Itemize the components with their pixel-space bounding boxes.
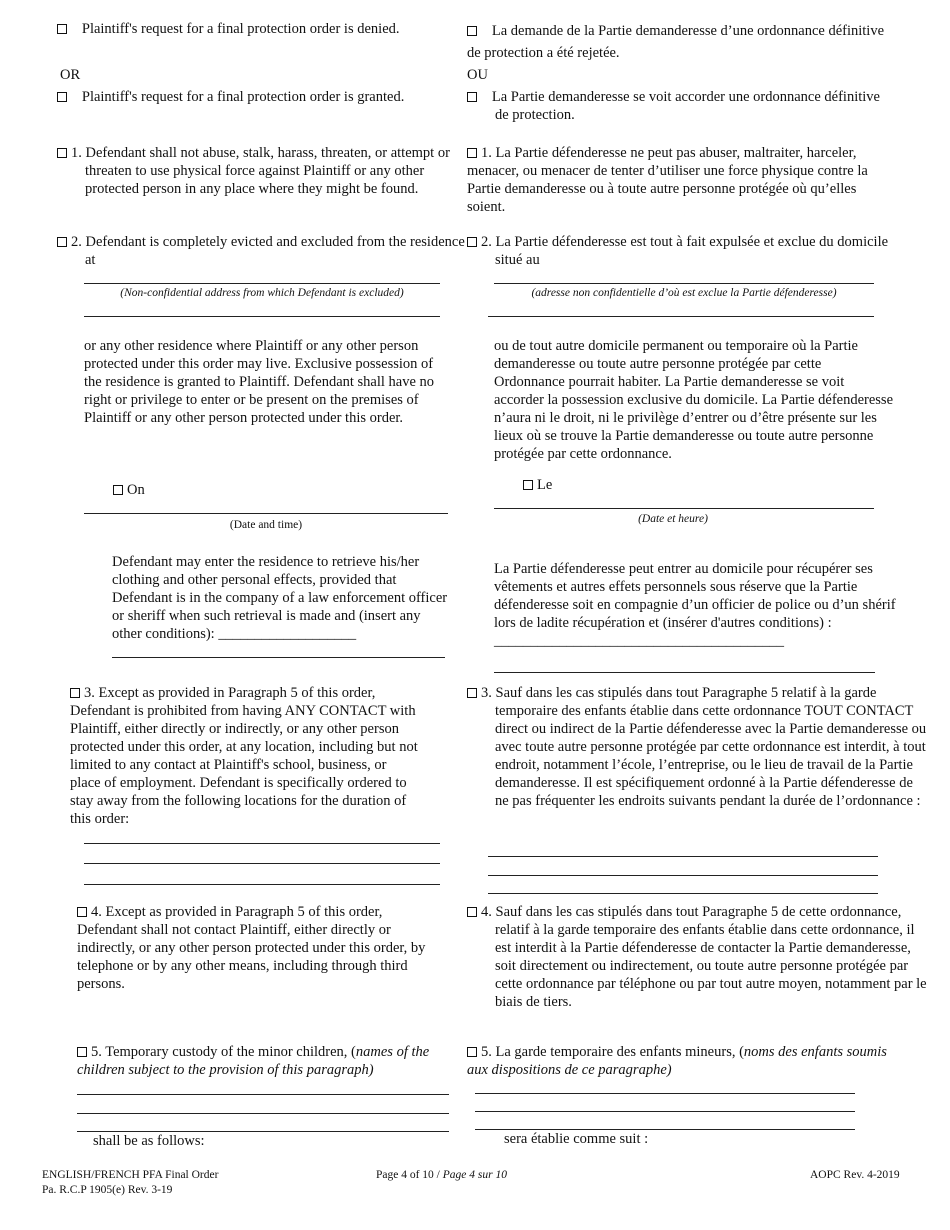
paragraph-4-checkbox[interactable]: [77, 907, 87, 917]
en-as-follows: shall be as follows:: [93, 1133, 205, 1149]
en-denied-text: Plaintiff's request for a final protection order is denied.: [81, 21, 400, 37]
en-p5-italic: names of the children subject to the provision of this paragraph): [77, 1044, 430, 1078]
fr-conditions-line[interactable]: [494, 672, 875, 673]
en-address-caption: (Non-confidential address from which Defendant is excluded): [120, 287, 404, 299]
fr-paragraph-5: [467, 1043, 887, 1079]
en-location-line-3[interactable]: [84, 884, 440, 885]
en-granted-option: [57, 88, 447, 106]
fr-date-line[interactable]: [494, 508, 874, 509]
footer-form-name: ENGLISH/FRENCH PFA Final Order: [42, 1169, 219, 1181]
en-children-line-2[interactable]: [77, 1113, 449, 1114]
en-p5-text: 5. Temporary custody of the minor children, (: [91, 1044, 356, 1060]
en-denied-option: [57, 20, 447, 38]
en-children-line-1[interactable]: [77, 1094, 449, 1095]
fr-denied-text: La demande de la Partie demanderesse d’une ordonnance définitive de protection a été rejetée.: [467, 23, 885, 61]
fr-paragraph-2-head: [467, 233, 895, 269]
fr-granted-text: La Partie demanderesse se voit accorder une ordonnance définitive de protection.: [491, 89, 880, 123]
en-location-line-2[interactable]: [84, 863, 440, 864]
en-p2-head-text: 2. Defendant is completely evicted and excluded from the residence at: [71, 234, 465, 268]
en-paragraph-3: [70, 684, 418, 828]
fr-address-caption: (adresse non confidentielle d’où est exclue la Partie défenderesse): [531, 287, 837, 299]
paragraph-3-checkbox[interactable]: [70, 688, 80, 698]
paragraph-1-checkbox[interactable]: [57, 148, 67, 158]
en-address-line-2[interactable]: [84, 316, 440, 317]
fr-children-line-1[interactable]: [475, 1093, 855, 1094]
fr-p5-text: 5. La garde temporaire des enfants mineurs, (: [481, 1044, 744, 1060]
fr-p5-italic: noms des enfants soumis aux dispositions de ce paragraphe): [467, 1044, 887, 1078]
fr-location-line-2[interactable]: [488, 875, 878, 876]
fr-granted-checkbox[interactable]: [467, 92, 477, 102]
en-location-line-1[interactable]: [84, 843, 440, 844]
en-p1-text: 1. Defendant shall not abuse, stalk, harass, threaten, or attempt or threaten to use physical force against Plaintiff or any other protected person in any place where they might be found.: [71, 145, 450, 197]
fr-granted-option: [467, 88, 895, 124]
fr-as-follows: sera établie comme suit :: [504, 1131, 649, 1147]
fr-denied-option: [467, 20, 887, 64]
footer-page-fr: Page 4 sur 10: [442, 1169, 507, 1181]
en-address-line-1[interactable]: [84, 283, 440, 284]
en-on-label: On: [127, 482, 145, 498]
on-date-checkbox[interactable]: [113, 485, 123, 495]
fr-paragraph-1: [467, 144, 895, 216]
footer-page-en: Page 4 of 10 /: [376, 1169, 443, 1181]
fr-on-label: Le: [537, 477, 553, 493]
footer-page-number: [376, 1168, 507, 1182]
fr-paragraph-2-body: ou de tout autre domicile permanent ou temporaire où la Partie demanderesse ou toute autre personne protégée par cette Ordonnance pourrait habiter. La Partie demanderesse se voit accorder la possession exclusive du domicile. La Partie défenderesse n’aura ni le droit, ni le privilège d’entrer ou d’être présente sur les lieux où se trouve la Partie demanderesse ou toute autre personne protégée par cette ordonnance.: [494, 338, 894, 462]
fr-paragraph-2-checkbox[interactable]: [467, 237, 477, 247]
fr-address-line-1[interactable]: [494, 283, 874, 284]
en-paragraph-1: [57, 144, 467, 198]
fr-paragraph-4: [467, 903, 929, 1011]
en-paragraph-4: [77, 903, 435, 993]
en-retrieve-text: Defendant may enter the residence to retrieve his/her clothing and other personal effects, provided that Defendant is in the company of a law enforcement officer or sheriff when such retrieval is made and (insert any other conditions): ___________________: [112, 554, 448, 642]
fr-or-label: OU: [467, 67, 488, 83]
fr-p2-head-text: 2. La Partie défenderesse est tout à fait expulsée et exclue du domicile situé au: [481, 234, 889, 268]
en-date-caption: (Date and time): [229, 519, 303, 531]
fr-retrieve-text: La Partie défenderesse peut entrer au domicile pour récupérer ses vêtements et autres effets personnels sous réserve que la Partie défenderesse soit en compagnie d’un officier de police ou d’un shérif lors de ladite récupération et (insérer d'autres conditions) : ________________________________________: [494, 561, 896, 649]
en-paragraph-2-head: [57, 233, 467, 269]
en-granted-text: Plaintiff's request for a final protection order is granted.: [81, 89, 405, 105]
fr-p4-text: 4. Sauf dans les cas stipulés dans tout Paragraphe 5 de cette ordonnance, relatif à la garde temporaire des enfants établie dans cette ordonnance, il est interdit à la Partie défenderesse de contacter la Partie demanderesse, soit directement ou indirectement, ou toute autre personne protégée par cette ordonnance par téléphone ou par tout autre moyen, notamment par le biais de tiers.: [481, 904, 927, 1010]
granted-checkbox[interactable]: [57, 92, 67, 102]
fr-on-option: [523, 476, 552, 494]
fr-location-line-3[interactable]: [488, 893, 878, 894]
fr-paragraph-3-checkbox[interactable]: [467, 688, 477, 698]
fr-address-line-2[interactable]: [488, 316, 874, 317]
denied-checkbox[interactable]: [57, 24, 67, 34]
fr-location-line-1[interactable]: [488, 856, 878, 857]
fr-p3-text: 3. Sauf dans les cas stipulés dans tout Paragraphe 5 relatif à la garde temporaire des enfants établie dans cette ordonnance TOUT CONTACT direct ou indirect de la Partie défenderesse avec la Partie demanderesse ou avec toute autre personne protégée par cette ordonnance est interdit, à tout endroit, notamment l’école, l’entreprise, ou le lieu de travail de la Partie demanderesse. Il est spécifiquement ordonné à la Partie défenderesse de ne pas fréquenter les endroits suivants pendant la durée de l’ordonnance :: [481, 685, 927, 809]
fr-p1-text: 1. La Partie défenderesse ne peut pas abuser, maltraiter, harceler, menacer, ou menacer de tenter d’utiliser une force physique contre la Partie demanderesse ou à toute autre personne protégée où qu’elles soient.: [467, 145, 868, 215]
fr-date-caption: (Date et heure): [638, 513, 708, 525]
en-conditions-line[interactable]: [112, 657, 445, 658]
fr-denied-checkbox[interactable]: [467, 26, 477, 36]
en-on-option: [113, 481, 145, 499]
fr-paragraph-4-checkbox[interactable]: [467, 907, 477, 917]
paragraph-5-checkbox[interactable]: [77, 1047, 87, 1057]
footer-rule: Pa. R.C.P 1905(e) Rev. 3-19: [42, 1184, 173, 1196]
fr-on-date-checkbox[interactable]: [523, 480, 533, 490]
fr-paragraph-3: [467, 684, 929, 810]
en-paragraph-5: [77, 1043, 443, 1079]
fr-paragraph-1-checkbox[interactable]: [467, 148, 477, 158]
footer-revision: AOPC Rev. 4-2019: [810, 1169, 900, 1181]
fr-children-line-2[interactable]: [475, 1111, 855, 1112]
en-p3-text: 3. Except as provided in Paragraph 5 of this order, Defendant is prohibited from having ANY CONTACT with Plaintiff, either directly or indirectly, or any other person protected under this order, at any location, including but not limited to any contact at Plaintiff's school, business, or place of employment. Defendant is specifically ordered to stay away from the following locations for the duration of this order:: [70, 685, 418, 827]
en-or-label: OR: [60, 67, 81, 83]
fr-paragraph-5-checkbox[interactable]: [467, 1047, 477, 1057]
en-p4-text: 4. Except as provided in Paragraph 5 of this order, Defendant shall not contact Plaintiff, either directly or indirectly, or any other person protected under this order, by telephone or by any other means, including through third persons.: [77, 904, 426, 992]
en-date-line[interactable]: [84, 513, 448, 514]
paragraph-2-checkbox[interactable]: [57, 237, 67, 247]
en-paragraph-2-body: or any other residence where Plaintiff or any other person protected under this order may live. Exclusive possession of the residence is granted to Plaintiff. Defendant shall have no right or privilege to enter or be present on the premises of Plaintiff or any other person protected under this order.: [84, 338, 435, 426]
